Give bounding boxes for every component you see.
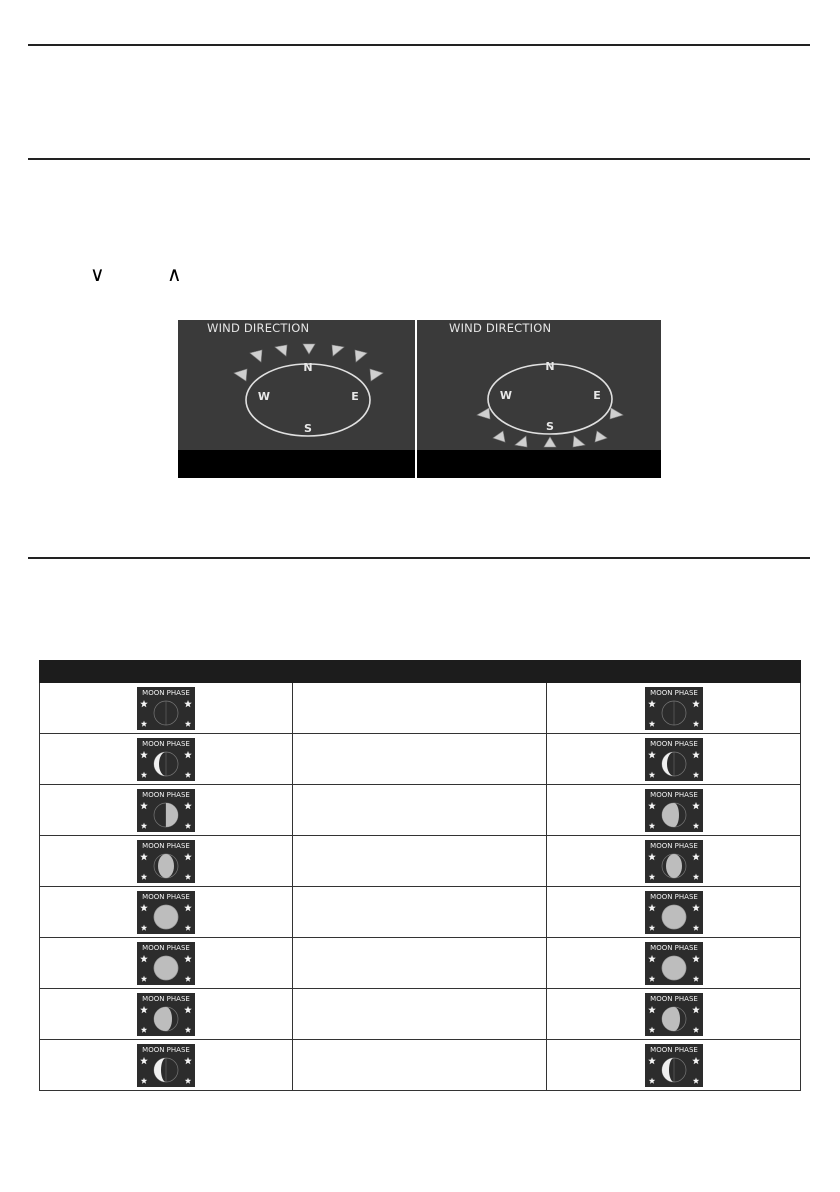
moon-cell-left — [40, 887, 293, 938]
compass-s-2: S — [546, 420, 554, 433]
moon-phase-table — [39, 660, 801, 1091]
moon-phase-icon — [645, 1044, 703, 1087]
moon-phase-icon — [645, 687, 703, 730]
moon-phase-icon — [645, 789, 703, 832]
table-row — [40, 785, 801, 836]
moon-cell-middle — [293, 836, 547, 887]
moon-cell-left — [40, 734, 293, 785]
moon-phase-icon — [137, 738, 195, 781]
moon-cell-right — [547, 989, 801, 1040]
moon-cell-left — [40, 938, 293, 989]
svg-text:MOON PHASE: MOON PHASE — [142, 841, 190, 850]
wind-bar-left — [178, 450, 415, 478]
wind-title: WIND DIRECTION — [207, 321, 310, 335]
moon-phase-icon — [645, 942, 703, 985]
moon-phase-icon — [137, 1044, 195, 1087]
moon-cell-right — [547, 734, 801, 785]
moon-cell-middle — [293, 887, 547, 938]
header-cell-1 — [40, 661, 293, 683]
svg-text:MOON PHASE: MOON PHASE — [649, 892, 698, 901]
compass-w-2: W — [499, 389, 513, 402]
moon-phase-icon — [645, 891, 703, 934]
moon-phase-icon — [137, 993, 195, 1036]
moon-cell-middle — [293, 1040, 547, 1091]
header-cell-2 — [293, 661, 547, 683]
moon-phase-icon — [645, 738, 703, 781]
svg-text:MOON PHASE: MOON PHASE — [142, 739, 190, 748]
svg-text:MOON PHASE: MOON PHASE — [649, 739, 698, 748]
moon-cell-right — [547, 836, 801, 887]
table-row — [40, 836, 801, 887]
svg-text:MOON PHASE: MOON PHASE — [649, 688, 698, 697]
moon-phase-icon — [137, 942, 195, 985]
wind-panel-south — [417, 320, 661, 478]
moon-phase-icon — [137, 687, 195, 730]
compass-n: N — [303, 361, 313, 374]
moon-phase-icon — [645, 993, 703, 1036]
header-cell-3 — [547, 661, 801, 683]
svg-text:MOON PHASE: MOON PHASE — [649, 1045, 698, 1054]
moon-cell-right — [547, 887, 801, 938]
moon-cell-right — [547, 1040, 801, 1091]
moon-phase-icon — [137, 891, 195, 934]
moon-cell-left — [40, 989, 293, 1040]
svg-text:MOON PHASE: MOON PHASE — [649, 841, 698, 850]
table-header-row — [40, 661, 801, 683]
compass-n-2: N — [545, 360, 555, 373]
moon-cell-right — [547, 683, 801, 734]
svg-text:MOON PHASE: MOON PHASE — [142, 688, 190, 697]
compass-e: E — [351, 390, 359, 403]
svg-text:MOON PHASE: MOON PHASE — [649, 790, 698, 799]
svg-text:MOON PHASE: MOON PHASE — [649, 994, 698, 1003]
top-rule — [28, 44, 810, 46]
table-row — [40, 989, 801, 1040]
moon-phase-icon — [137, 789, 195, 832]
section-rule-2 — [28, 557, 810, 559]
wind-panel-north — [178, 320, 415, 478]
moon-phase-icon — [645, 840, 703, 883]
table-row — [40, 938, 801, 989]
moon-cell-middle — [293, 683, 547, 734]
moon-cell-left — [40, 683, 293, 734]
moon-cell-middle — [293, 938, 547, 989]
svg-text:MOON PHASE: MOON PHASE — [142, 1045, 190, 1054]
moon-table-body — [40, 683, 801, 1091]
wind-direction-figure — [178, 320, 661, 478]
wind-title-2: WIND DIRECTION — [449, 321, 552, 335]
table-row — [40, 683, 801, 734]
moon-cell-left — [40, 836, 293, 887]
down-arrow-icon: ∨ — [90, 262, 105, 286]
moon-cell-right — [547, 785, 801, 836]
table-row — [40, 1040, 801, 1091]
svg-text:MOON PHASE: MOON PHASE — [142, 943, 190, 952]
section-rule-1 — [28, 158, 810, 160]
table-row — [40, 887, 801, 938]
moon-cell-middle — [293, 785, 547, 836]
compass-w: W — [257, 390, 271, 403]
svg-text:MOON PHASE: MOON PHASE — [142, 892, 190, 901]
moon-cell-middle — [293, 734, 547, 785]
wind-bar-right — [417, 450, 661, 478]
moon-cell-middle — [293, 989, 547, 1040]
svg-text:MOON PHASE: MOON PHASE — [142, 994, 190, 1003]
moon-cell-left — [40, 785, 293, 836]
table-row — [40, 734, 801, 785]
moon-cell-left — [40, 1040, 293, 1091]
up-arrow-icon: ∧ — [167, 262, 182, 286]
moon-cell-right — [547, 938, 801, 989]
compass-e-2: E — [593, 389, 601, 402]
compass-s: S — [304, 422, 312, 435]
svg-text:MOON PHASE: MOON PHASE — [649, 943, 698, 952]
moon-phase-icon — [137, 840, 195, 883]
svg-text:MOON PHASE: MOON PHASE — [142, 790, 190, 799]
